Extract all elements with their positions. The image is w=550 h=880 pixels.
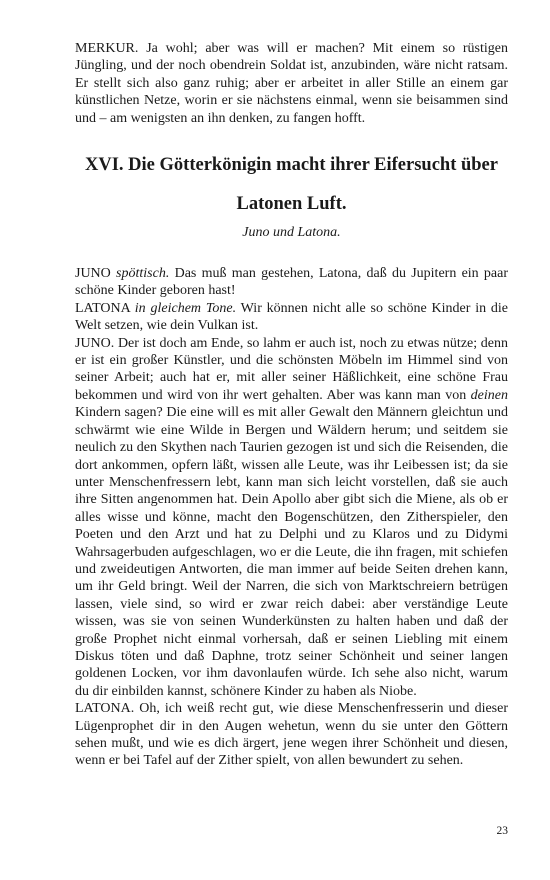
dialogue-text: Kindern sagen? Die eine will es mit aller Gewalt den Männern gleichtun und schwärmt wie eine Wilde in Bergen und Wäldern herum; und seitdem sie neulich zu den Skythen nach Taurien gezogen ist und sich die Reisenden, die dort ankommen, opfern läßt, wissen alle Leute, was ihr Leibessen ist; da sie unter Menschenfressern lebt, kann man sich leicht vorstellen, daß sie auch ihre Sitten angenommen hat. Dein Apollo aber gibt sich die Miene, als ob er alles wisse und könne, macht den Bogenschützen, den Zitherspieler, den Poeten und den Arzt und hat zu Delphi und zu Klaros und zu Didymi Wahrsagerbuden aufgeschlagen, wo er die Leute, die ihn fragen, mit schiefen und zweideutigen Antworten, die man immer auf beide Seiten drehen kann, um ihr Geld bringt. Weil der Narren, die sich von Marktschreiern betrügen lassen, viele sind, so wird er zwar reich dabei: aber verständige Leute wissen, was sie von seinen Wunderkünsten zu halten haben und daß der große Prophet nicht einmal vorhersah, daß er seinen Liebling mit einem Diskus töten und daß Daphne, trotz seiner Schönheit und seiner langen goldenen Locken, vor ihm davonlaufen würde. Ich sehe also nicht, warum du dir einbilden kannst, schönere Kinder zu haben als Niobe. bbox=[75, 405, 508, 699]
dialogue-text: Oh, ich weiß recht gut, wie diese Menschenfresserin und dieser Lügenprophet dir in den Augen wehetun, wenn du sie unter den Göttern sehen mußt, und wie es dich ärgert, jene wegen ihrer Schönheit und diesen, wenn er bei Tafel auf der Zither spielt, von allen bewundert zu sehen. bbox=[75, 701, 508, 769]
page-number: 23 bbox=[496, 825, 508, 837]
chapter-subtitle: Juno und Latona. bbox=[242, 225, 341, 241]
page-body bbox=[75, 40, 508, 770]
speaker-latona: LATONA. bbox=[75, 701, 135, 717]
dialogue-juno-1 bbox=[75, 265, 508, 300]
dialogue-juno-2 bbox=[75, 335, 508, 701]
dialogue-section bbox=[75, 265, 508, 770]
dialogue-text: Das muß man gestehen, Latona, daß du Jupitern ein paar schöne Kinder geboren hast! bbox=[75, 266, 509, 299]
stage-direction: in gleichem Tone. bbox=[134, 300, 237, 316]
dialogue-latona-2 bbox=[75, 700, 508, 770]
emphasis-text: deinen bbox=[470, 387, 508, 403]
intro-paragraph: MERKUR. Ja wohl; aber was will er machen? Mit einem so rüstigen Jüngling, und der noch obendrein Soldat ist, anzubinden, wäre nicht ratsam. Er stellt sich also ganz ruhig; aber er arbeitet in aller Stille an einem gar künstlichen Netze, worin er sie nächstens einmal, wenn sie beisammen sind und – am wenigsten an ihn denken, zu fangen hofft. bbox=[75, 41, 508, 126]
dialogue-text: Wir können nicht alle so schöne Kinder in die Welt setzen, wie dein Vulkan ist. bbox=[75, 300, 509, 334]
dialogue-latona-1 bbox=[75, 300, 508, 335]
dialogue-text: Der ist doch am Ende, so lahm er auch ist, noch zu etwas nütze; denn er ist ein großer Künstler, und die schönsten Möbeln im Himmel sind von seiner Arbeit; auch hat er, mit aller seiner Häßlichkeit, eine schöne Frau bekommen und wird von ihr wert gehalten. Aber was kann man von bbox=[75, 335, 509, 403]
speaker-juno: JUNO bbox=[75, 266, 111, 282]
chapter-title-line-2: Latonen Luft. bbox=[236, 194, 347, 215]
speaker-latona: LATONA bbox=[75, 300, 130, 316]
chapter-title-line-1: XVI. Die Götterkönigin macht ihrer Eifersucht über bbox=[85, 155, 498, 176]
stage-direction: spöttisch. bbox=[116, 266, 170, 282]
speaker-juno: JUNO. bbox=[75, 335, 115, 351]
